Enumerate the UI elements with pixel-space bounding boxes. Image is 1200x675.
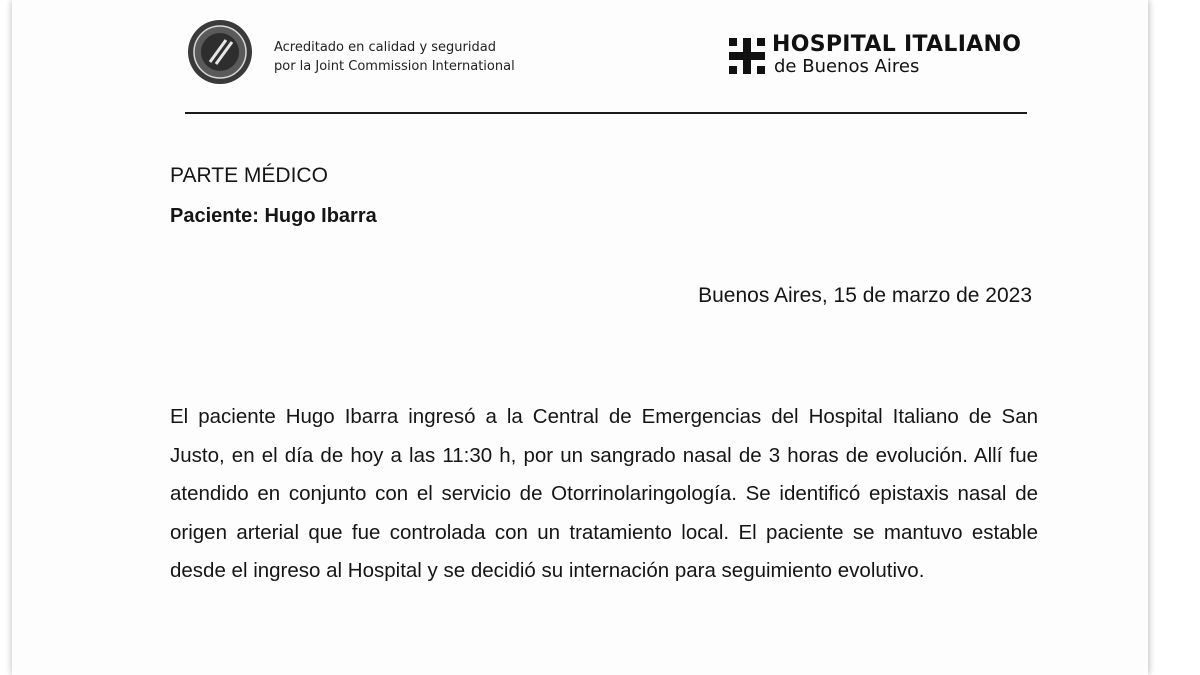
hospital-subtitle: de Buenos Aires [774,56,920,77]
accreditation-text [274,38,515,76]
report-body: El paciente Hugo Ibarra ingresó a la Central de Emergencias del Hospital Italiano de San Justo, en el día de hoy a las 11:30 h, por un sangrado nasal de 3 horas de evolución. Allí fue atendido en conjunto con el servicio de Otorrinolaringología. Se identificó epistaxis nasal de origen arterial que fue controlada con un tratamiento local. El paciente se mantuvo estable desde el ingreso al Hospital y se decidió su internación para seguimiento evolutivo. [170,405,1038,582]
document-type: PARTE MÉDICO [170,164,328,187]
document-page [12,0,1148,675]
patient-name: Paciente: Hugo Ibarra [170,205,377,227]
accreditation-line-2: por la Joint Commission International [274,59,515,74]
accreditation-line-1: Acreditado en calidad y seguridad [274,40,496,55]
hospital-cross-grid-icon [729,38,765,74]
hospital-name: HOSPITAL ITALIANO [772,32,1022,57]
header-divider [185,112,1027,114]
place-date: Buenos Aires, 15 de marzo de 2023 [698,284,1032,307]
joint-commission-seal-icon [186,18,254,86]
